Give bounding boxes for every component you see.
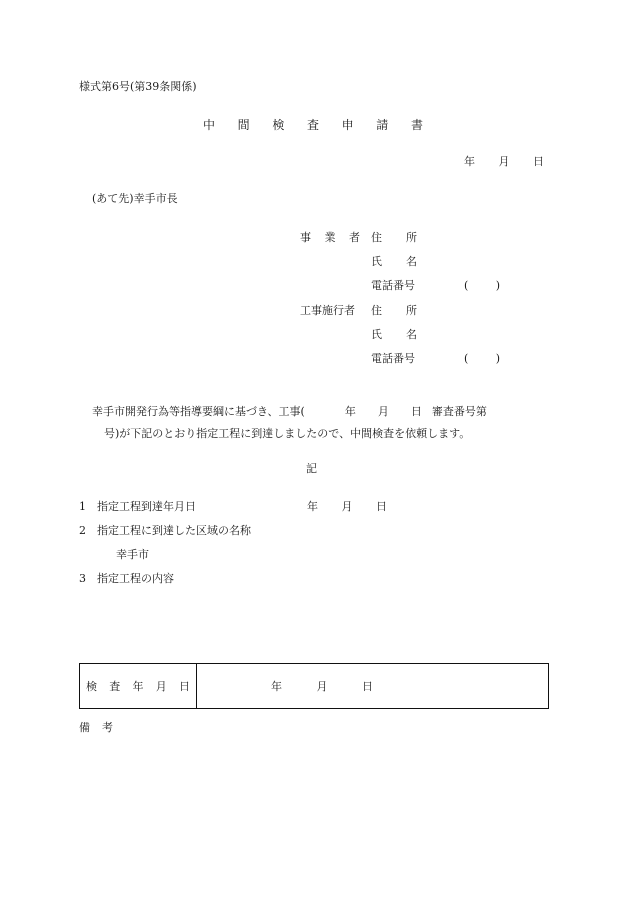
remarks-char: 備 [79, 721, 90, 734]
applicant-phone-label: 電話番号 [371, 279, 415, 292]
inspection-table [79, 663, 549, 709]
field-char: 氏 [371, 255, 382, 268]
year-label: 年 [307, 500, 318, 513]
application-date [464, 155, 544, 169]
body-text: 審査番号第 [431, 405, 487, 418]
month-label: 月 [377, 405, 389, 418]
field-char: 名 [406, 328, 417, 341]
role-char: 者 [349, 231, 360, 244]
item-number: 3 [79, 572, 86, 585]
item-date [307, 500, 387, 514]
day-label: 日 [376, 500, 387, 513]
year-label: 年 [344, 405, 356, 418]
field-char: 住 [371, 304, 382, 317]
body-text: 幸手市開発行為等指導要綱に基づき、工事( [92, 405, 305, 418]
item-label: 指定工程到達年月日 [97, 500, 196, 513]
body-line-1 [92, 405, 487, 419]
title-char: 検 [272, 118, 285, 132]
constructor-role-label: 工事施行者 [300, 304, 355, 317]
close-paren: ) [495, 352, 500, 365]
role-char: 事 [300, 231, 311, 244]
open-paren: ( [464, 279, 469, 292]
inspection-date [271, 680, 373, 694]
form-number: 様式第6号(第39条関係) [79, 80, 197, 93]
addressee: (あて先)幸手市長 [92, 192, 178, 205]
field-char: 所 [406, 304, 417, 317]
label-char: 日 [179, 680, 190, 693]
role-char: 業 [324, 231, 336, 244]
day-label: 日 [362, 680, 373, 693]
applicant-address-label [371, 231, 417, 245]
constructor-address-label [371, 304, 417, 318]
ki-heading: 記 [306, 462, 317, 475]
day-label: 日 [410, 405, 422, 418]
applicant-name-label [371, 255, 417, 269]
body-line-2: 号)が下記のとおり指定工程に到達しましたので、中間検査を依頼します。 [104, 427, 471, 440]
applicant-role-label [300, 231, 360, 245]
label-char: 査 [109, 680, 121, 693]
title-char: 請 [376, 118, 389, 132]
field-char: 所 [406, 231, 417, 244]
item-label: 指定工程の内容 [97, 572, 174, 585]
inspection-date-cell[interactable] [197, 664, 548, 708]
item-label: 指定工程に到達した区域の名称 [97, 524, 251, 537]
item-value: 幸手市 [116, 548, 149, 561]
field-char: 氏 [371, 328, 382, 341]
label-char: 年 [132, 680, 144, 693]
title-char: 査 [306, 118, 319, 132]
document-title [203, 118, 423, 132]
remarks-label [79, 721, 113, 735]
title-char: 申 [341, 118, 354, 132]
title-char: 書 [410, 118, 423, 132]
item-number: 1 [79, 500, 86, 513]
inspection-label-cell [80, 664, 197, 708]
item-number: 2 [79, 524, 86, 537]
month-label: 月 [498, 155, 510, 168]
applicant-phone-parens [464, 279, 500, 293]
constructor-phone-parens [464, 352, 500, 366]
close-paren: ) [495, 279, 500, 292]
year-label: 年 [271, 680, 282, 693]
month-label: 月 [316, 680, 328, 693]
day-label: 日 [533, 155, 544, 168]
month-label: 月 [341, 500, 353, 513]
field-char: 住 [371, 231, 382, 244]
constructor-name-label [371, 328, 417, 342]
constructor-phone-label: 電話番号 [371, 352, 415, 365]
label-char: 検 [86, 680, 97, 693]
title-char: 間 [237, 118, 250, 132]
open-paren: ( [464, 352, 469, 365]
label-char: 月 [155, 680, 167, 693]
field-char: 名 [406, 255, 417, 268]
title-char: 中 [203, 118, 216, 132]
inspection-label [86, 680, 190, 694]
remarks-char: 考 [102, 721, 113, 734]
year-label: 年 [464, 155, 475, 168]
